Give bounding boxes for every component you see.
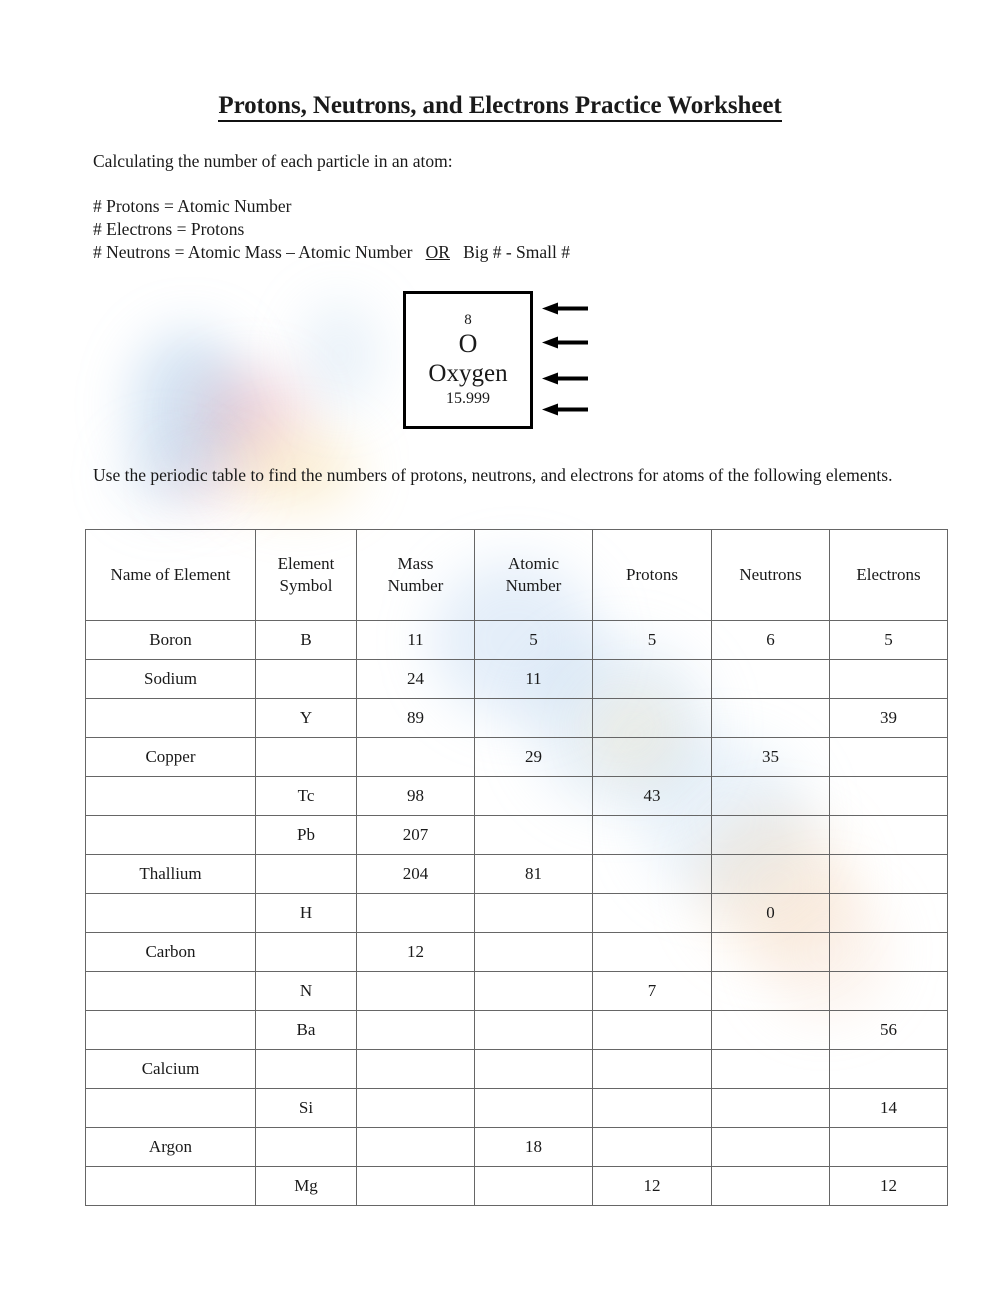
- table-cell[interactable]: 18: [475, 1128, 593, 1167]
- table-cell-blank[interactable]: [830, 1128, 948, 1167]
- formula-neutrons-prefix: # Neutrons = Atomic Mass – Atomic Number: [93, 242, 413, 262]
- table-cell[interactable]: Copper: [86, 738, 256, 777]
- table-cell[interactable]: 98: [357, 777, 475, 816]
- table-cell-blank[interactable]: [256, 933, 357, 972]
- table-cell[interactable]: Argon: [86, 1128, 256, 1167]
- table-cell-blank[interactable]: [830, 972, 948, 1011]
- table-row: [86, 1167, 948, 1206]
- table-cell-blank[interactable]: [830, 777, 948, 816]
- table-cell-blank[interactable]: [86, 894, 256, 933]
- table-cell-blank[interactable]: [256, 660, 357, 699]
- periodic-element-box: [403, 291, 533, 429]
- table-cell-blank[interactable]: [712, 1011, 830, 1050]
- table-cell[interactable]: Sodium: [86, 660, 256, 699]
- table-cell-blank[interactable]: [86, 1089, 256, 1128]
- page-title-text: Protons, Neutrons, and Electrons Practice Worksheet: [218, 92, 781, 122]
- table-cell[interactable]: 204: [357, 855, 475, 894]
- arrow-left-icon: [542, 372, 588, 385]
- table-cell-blank[interactable]: [593, 660, 712, 699]
- table-cell-blank[interactable]: [475, 933, 593, 972]
- table-cell-blank[interactable]: [256, 738, 357, 777]
- table-column-header-line: Atomic: [508, 554, 559, 573]
- table-cell[interactable]: Calcium: [86, 1050, 256, 1089]
- table-cell-blank[interactable]: [712, 1089, 830, 1128]
- table-column-header-line: Number: [505, 576, 562, 595]
- table-cell-blank[interactable]: [593, 1089, 712, 1128]
- table-cell[interactable]: 35: [712, 738, 830, 777]
- table-cell-blank[interactable]: [357, 738, 475, 777]
- table-cell[interactable]: 207: [357, 816, 475, 855]
- table-column-header: [475, 530, 593, 621]
- table-cell[interactable]: 5: [475, 621, 593, 660]
- table-cell-blank[interactable]: [830, 738, 948, 777]
- table-column-header: [357, 530, 475, 621]
- table-cell[interactable]: 29: [475, 738, 593, 777]
- table-cell-blank[interactable]: [712, 1128, 830, 1167]
- table-cell-blank[interactable]: [593, 816, 712, 855]
- table-cell-blank[interactable]: [357, 1011, 475, 1050]
- table-cell[interactable]: Si: [256, 1089, 357, 1128]
- worksheet-table-container: [85, 529, 947, 1206]
- intro-paragraph: Calculating the number of each particle in an atom:: [93, 151, 453, 171]
- table-cell[interactable]: 56: [830, 1011, 948, 1050]
- table-cell-blank[interactable]: [475, 972, 593, 1011]
- table-cell[interactable]: 89: [357, 699, 475, 738]
- element-atomic-number: 8: [464, 311, 472, 328]
- table-body: [86, 621, 948, 1206]
- table-row: [86, 1089, 948, 1128]
- table-cell-blank[interactable]: [593, 894, 712, 933]
- table-column-header-line: Symbol: [279, 576, 333, 595]
- table-column-header-line: Mass: [397, 554, 434, 573]
- table-column-header: [256, 530, 357, 621]
- table-row: [86, 1011, 948, 1050]
- element-atomic-mass: 15.999: [446, 389, 490, 407]
- table-cell[interactable]: 81: [475, 855, 593, 894]
- table-cell-blank[interactable]: [256, 1050, 357, 1089]
- table-cell-blank[interactable]: [593, 738, 712, 777]
- table-column-header-line: Number: [387, 576, 444, 595]
- table-cell[interactable]: 39: [830, 699, 948, 738]
- formula-electrons: # Electrons = Protons: [93, 219, 245, 239]
- table-cell-blank[interactable]: [86, 972, 256, 1011]
- table-cell-blank[interactable]: [830, 1050, 948, 1089]
- table-cell-blank[interactable]: [712, 972, 830, 1011]
- formula-protons: # Protons = Atomic Number: [93, 196, 292, 216]
- table-cell[interactable]: 14: [830, 1089, 948, 1128]
- table-cell-blank[interactable]: [256, 1128, 357, 1167]
- table-row: [86, 738, 948, 777]
- table-cell[interactable]: 12: [357, 933, 475, 972]
- table-cell-blank[interactable]: [86, 816, 256, 855]
- table-cell[interactable]: 7: [593, 972, 712, 1011]
- element-box-diagram: [403, 291, 533, 429]
- table-column-header-line: Name of Element: [110, 565, 231, 584]
- table-cell[interactable]: 12: [593, 1167, 712, 1206]
- table-row: [86, 1050, 948, 1089]
- table-column-header: [712, 530, 830, 621]
- table-column-header: [593, 530, 712, 621]
- table-cell-blank[interactable]: [593, 933, 712, 972]
- table-row: [86, 894, 948, 933]
- page-title: [0, 92, 1000, 120]
- table-cell-blank[interactable]: [712, 660, 830, 699]
- table-cell-blank[interactable]: [357, 1050, 475, 1089]
- table-cell-blank[interactable]: [830, 816, 948, 855]
- table-cell-blank[interactable]: [830, 933, 948, 972]
- table-cell-blank[interactable]: [475, 816, 593, 855]
- instruction-paragraph: Use the periodic table to find the numbers of protons, neutrons, and electrons for atoms of the following elements.: [93, 465, 893, 485]
- table-cell-blank[interactable]: [475, 1167, 593, 1206]
- table-cell-blank[interactable]: [712, 1050, 830, 1089]
- table-cell[interactable]: 6: [712, 621, 830, 660]
- table-cell[interactable]: 12: [830, 1167, 948, 1206]
- table-column-header-line: Element: [277, 554, 335, 573]
- table-cell-blank[interactable]: [830, 855, 948, 894]
- table-cell-blank[interactable]: [86, 777, 256, 816]
- table-cell-blank[interactable]: [593, 1128, 712, 1167]
- table-cell-blank[interactable]: [357, 1128, 475, 1167]
- table-cell-blank[interactable]: [593, 1050, 712, 1089]
- formula-neutrons-or: OR: [425, 242, 450, 262]
- table-row: [86, 816, 948, 855]
- table-cell-blank[interactable]: [593, 1011, 712, 1050]
- table-cell-blank[interactable]: [86, 1167, 256, 1206]
- table-cell-blank[interactable]: [357, 1089, 475, 1128]
- table-cell-blank[interactable]: [712, 699, 830, 738]
- table-cell-blank[interactable]: [830, 660, 948, 699]
- table-cell[interactable]: 5: [593, 621, 712, 660]
- table-cell[interactable]: Pb: [256, 816, 357, 855]
- table-cell[interactable]: 24: [357, 660, 475, 699]
- table-row: [86, 660, 948, 699]
- formula-neutrons: [93, 241, 570, 264]
- table-cell[interactable]: H: [256, 894, 357, 933]
- element-name: Oxygen: [428, 359, 508, 387]
- table-row: [86, 972, 948, 1011]
- table-cell[interactable]: Tc: [256, 777, 357, 816]
- table-cell[interactable]: Mg: [256, 1167, 357, 1206]
- table-cell[interactable]: Boron: [86, 621, 256, 660]
- table-cell[interactable]: Ba: [256, 1011, 357, 1050]
- table-cell-blank[interactable]: [475, 1050, 593, 1089]
- table-header-row: [86, 530, 948, 621]
- table-cell-blank[interactable]: [256, 855, 357, 894]
- table-cell-blank[interactable]: [86, 1011, 256, 1050]
- arrow-left-icon: [542, 302, 588, 315]
- arrow-left-icon: [542, 403, 588, 416]
- table-cell-blank[interactable]: [475, 699, 593, 738]
- table-cell-blank[interactable]: [475, 1011, 593, 1050]
- table-cell[interactable]: Carbon: [86, 933, 256, 972]
- table-cell[interactable]: N: [256, 972, 357, 1011]
- table-cell-blank[interactable]: [357, 1167, 475, 1206]
- table-column-header: [86, 530, 256, 621]
- table-cell-blank[interactable]: [475, 894, 593, 933]
- table-row: [86, 699, 948, 738]
- table-cell[interactable]: Y: [256, 699, 357, 738]
- table-cell-blank[interactable]: [712, 1167, 830, 1206]
- formula-list: [93, 195, 570, 264]
- table-cell-blank[interactable]: [712, 816, 830, 855]
- table-cell-blank[interactable]: [712, 777, 830, 816]
- table-cell-blank[interactable]: [357, 894, 475, 933]
- table-row: [86, 933, 948, 972]
- table-cell-blank[interactable]: [593, 699, 712, 738]
- table-cell-blank[interactable]: [475, 1089, 593, 1128]
- table-cell-blank[interactable]: [475, 777, 593, 816]
- arrow-left-icon: [542, 336, 588, 349]
- table-cell-blank[interactable]: [712, 855, 830, 894]
- table-row: [86, 1128, 948, 1167]
- table-cell[interactable]: 11: [357, 621, 475, 660]
- callout-arrow-group: [536, 291, 596, 429]
- table-cell[interactable]: 0: [712, 894, 830, 933]
- table-column-header-line: Protons: [626, 565, 678, 584]
- table-cell[interactable]: 11: [475, 660, 593, 699]
- table-cell-blank[interactable]: [593, 855, 712, 894]
- table-cell[interactable]: 5: [830, 621, 948, 660]
- table-cell-blank[interactable]: [712, 933, 830, 972]
- table-cell-blank[interactable]: [86, 699, 256, 738]
- formula-neutrons-suffix: Big # - Small #: [463, 242, 571, 262]
- table-header: [86, 530, 948, 621]
- worksheet-table: [85, 529, 948, 1206]
- table-cell-blank[interactable]: [830, 894, 948, 933]
- element-symbol: O: [458, 328, 478, 358]
- table-column-header: [830, 530, 948, 621]
- table-cell[interactable]: Thallium: [86, 855, 256, 894]
- table-row: [86, 621, 948, 660]
- table-cell[interactable]: 43: [593, 777, 712, 816]
- table-cell[interactable]: B: [256, 621, 357, 660]
- table-cell-blank[interactable]: [357, 972, 475, 1011]
- table-row: [86, 855, 948, 894]
- table-row: [86, 777, 948, 816]
- table-column-header-line: Electrons: [856, 565, 921, 584]
- table-column-header-line: Neutrons: [739, 565, 802, 584]
